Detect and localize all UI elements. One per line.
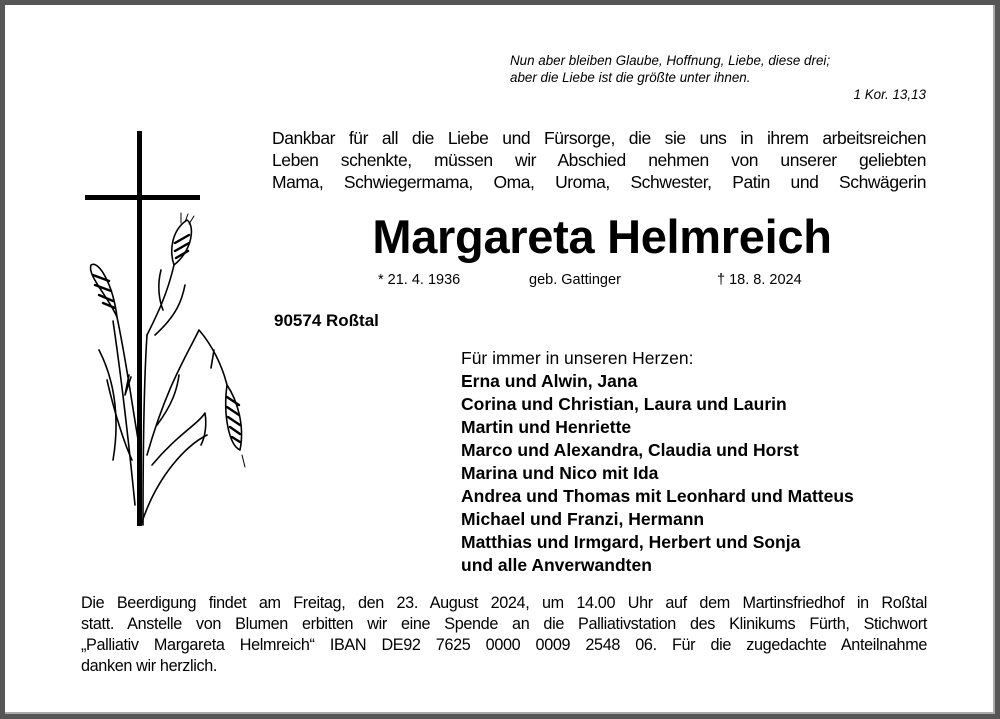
obituary-notice	[5, 5, 995, 714]
intro-line: Leben schenkte, müssen wir Abschied nehmen von unserer geliebten	[272, 150, 926, 170]
funeral-line: danken wir herzlich.	[81, 657, 218, 675]
family-member: Martin und Henriette	[461, 417, 632, 437]
birth-date: * 21. 4. 1936	[378, 272, 461, 288]
funeral-line: „Palliativ Margareta Helmreich“ IBAN DE92 7625 0000 0009 2548 06. Für die zugedachte Anteilnahme	[81, 636, 927, 654]
family-heading: Für immer in unseren Herzen:	[461, 348, 694, 368]
family-member: Marina und Nico mit Ida	[461, 463, 659, 483]
family-member: Marco und Alexandra, Claudia und Horst	[461, 440, 799, 460]
funeral-line: statt. Anstelle von Blumen erbitten wir eine Spende an die Palliativstation des Klinikums Fürth, Stichwort	[81, 615, 927, 633]
bible-verse	[510, 52, 926, 103]
death-date: † 18. 8. 2024	[717, 272, 802, 288]
funeral-line: Die Beerdigung findet am Freitag, den 23. August 2024, um 14.00 Uhr auf dem Martinsfriedhof in Roßtal	[81, 594, 927, 612]
intro-text	[272, 127, 926, 193]
verse-reference: 1 Kor. 13,13	[853, 87, 926, 102]
family-list	[461, 347, 854, 577]
family-member: Corina und Christian, Laura und Laurin	[461, 394, 787, 414]
location: 90574 Roßtal	[274, 311, 379, 330]
intro-line: Dankbar für all die Liebe und Fürsorge, die sie uns in ihrem arbeitsreichen	[272, 128, 926, 148]
family-member: Erna und Alwin, Jana	[461, 371, 638, 391]
verse-line: aber die Liebe ist die größte unter ihnen.	[510, 70, 751, 85]
family-member: Matthias und Irmgard, Herbert und Sonja	[461, 532, 801, 552]
family-member: Andrea und Thomas mit Leonhard und Matteus	[461, 486, 854, 506]
cross-with-wheat-icon	[77, 125, 257, 535]
deceased-name: Margareta Helmreich	[372, 210, 832, 263]
verse-line: Nun aber bleiben Glaube, Hoffnung, Liebe, diese drei;	[510, 53, 831, 68]
family-member: Michael und Franzi, Hermann	[461, 509, 705, 529]
intro-line: Mama, Schwiegermama, Oma, Uroma, Schwester, Patin und Schwägerin	[272, 172, 926, 192]
maiden-name: geb. Gattinger	[529, 272, 621, 288]
funeral-notice	[81, 593, 927, 677]
family-member: und alle Anverwandten	[461, 555, 652, 575]
